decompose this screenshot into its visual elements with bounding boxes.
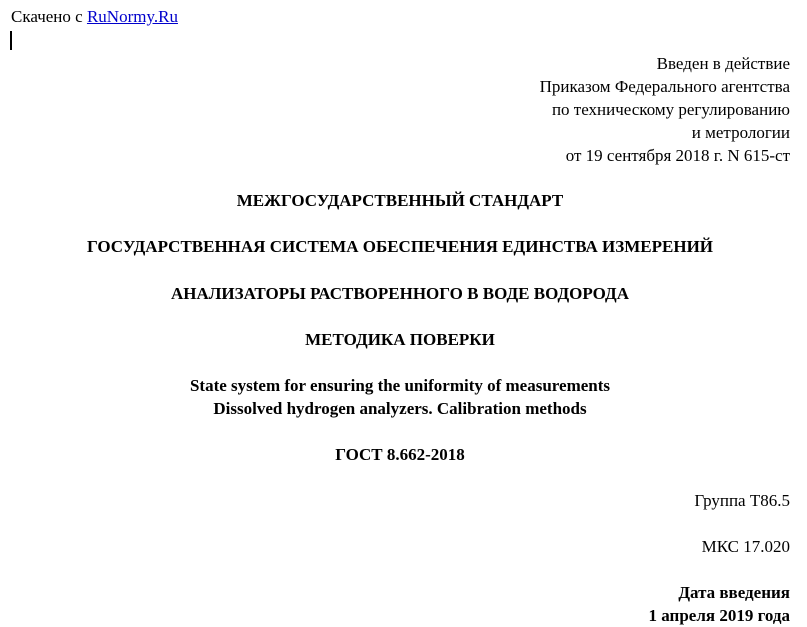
intro-line-5: от 19 сентября 2018 г. N 615-ст [565,146,790,165]
downloaded-from-line [11,6,178,28]
method-title: МЕТОДИКА ПОВЕРКИ [305,330,495,349]
standard-number: ГОСТ 8.662-2018 [335,445,465,464]
downloaded-prefix: Скачено с [11,7,87,26]
effective-date-value: 1 апреля 2019 года [648,606,790,625]
effective-date-label: Дата введения [678,583,790,602]
intro-line-3: по техническому регулированию [551,100,790,119]
classification-mks: МКС 17.020 [701,537,790,556]
system-title: ГОСУДАРСТВЕННАЯ СИСТЕМА ОБЕСПЕЧЕНИЯ ЕДИНСТВА ИЗМЕРЕНИЙ [86,237,714,256]
text-cursor [10,31,12,50]
interstate-standard-title: МЕЖГОСУДАРСТВЕННЫЙ СТАНДАРТ [236,191,564,210]
english-title-line-1: State system for ensuring the uniformity of measurements [189,376,611,395]
intro-line-1: Введен в действие [656,54,790,73]
introduction-block [540,52,790,167]
source-link[interactable]: RuNormy.Ru [86,7,178,26]
intro-line-2: Приказом Федерального агентства [539,77,790,96]
subject-title: АНАЛИЗАТОРЫ РАСТВОРЕННОГО В ВОДЕ ВОДОРОДА [170,284,630,303]
classification-group: Группа Т86.5 [694,491,790,510]
english-title-line-2: Dissolved hydrogen analyzers. Calibration methods [213,399,587,418]
intro-line-4: и метрологии [691,123,790,142]
